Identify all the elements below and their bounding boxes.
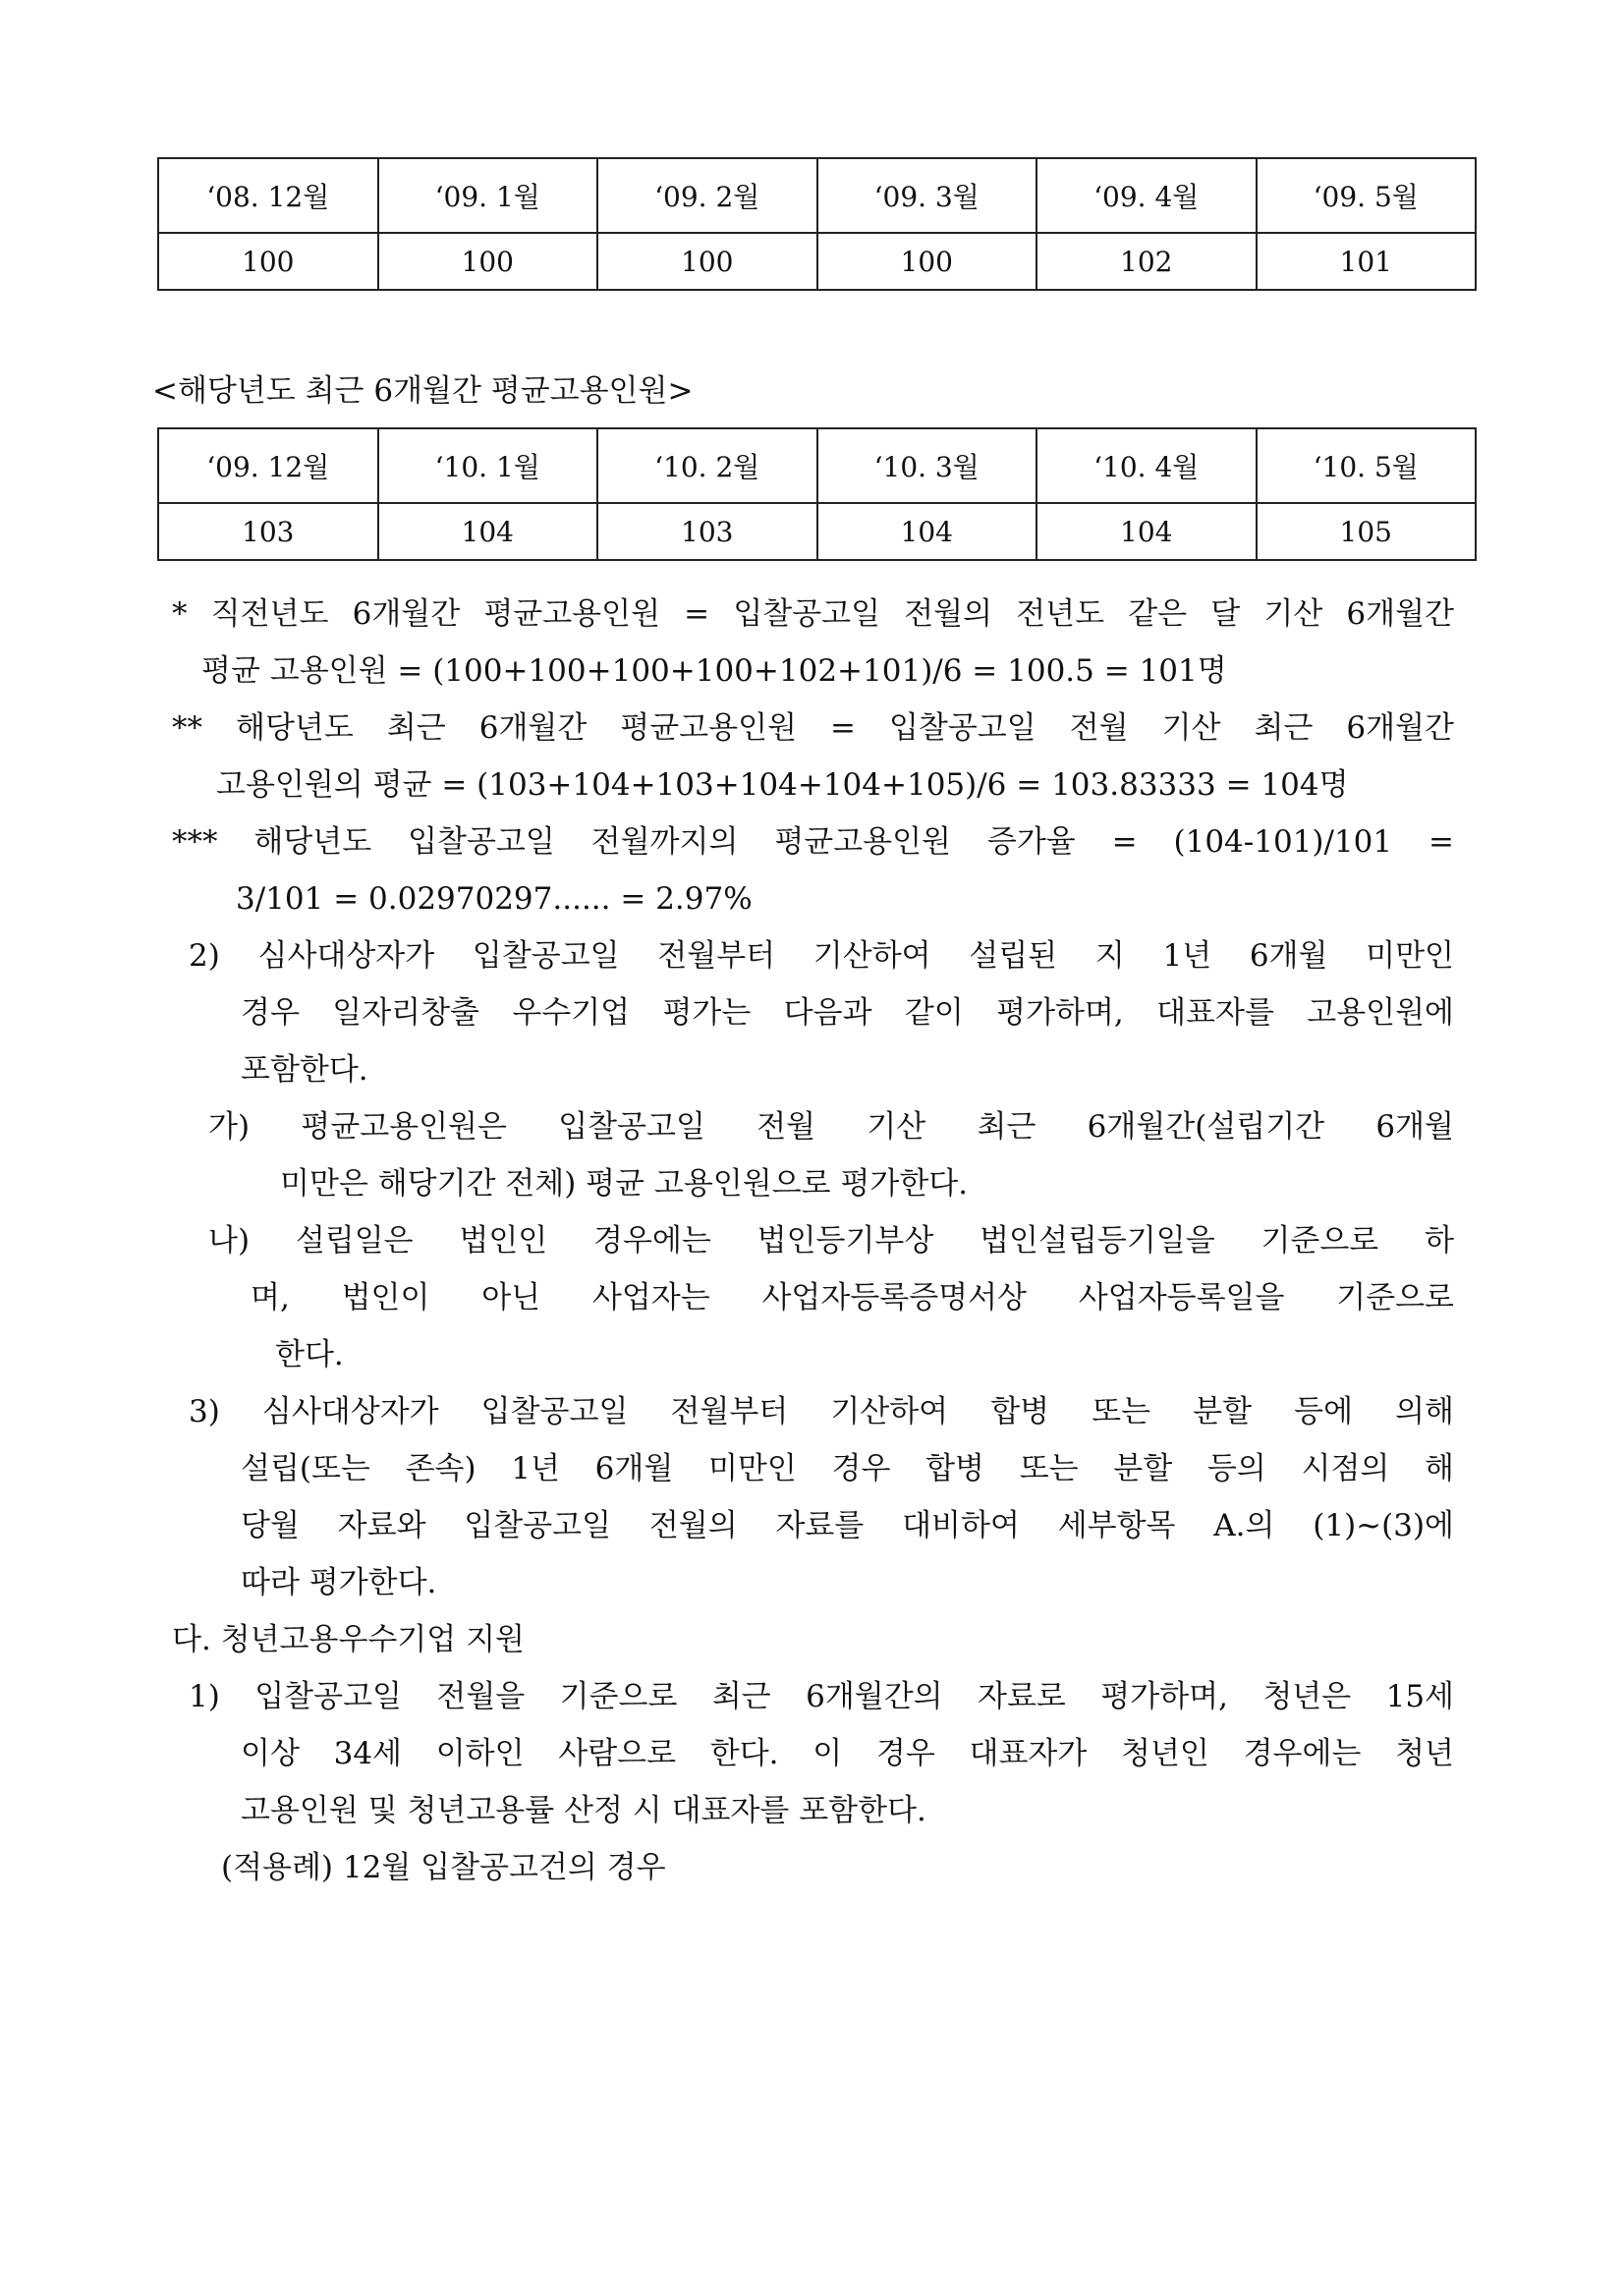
table-header-cell: ‘09. 5월 — [1257, 158, 1477, 233]
table-cell: 100 — [158, 233, 378, 290]
note-line: 고용인원의 평균 = (103+104+103+104+104+105)/6 = 103.83333 = 104명 — [216, 767, 1349, 803]
table-cell: 102 — [1036, 233, 1257, 290]
table-header-cell: ‘10. 4월 — [1036, 428, 1257, 503]
paragraph-line: 3) 심사대상자가 입찰공고일 전월부터 기산하여 합병 또는 분할 등에 의해 — [189, 1394, 1454, 1429]
paragraph-line: 이상 34세 이하인 사람으로 한다. 이 경우 대표자가 청년인 경우에는 청년 — [241, 1736, 1454, 1771]
paragraph-line: 경우 일자리창출 우수기업 평가는 다음과 같이 평가하며, 대표자를 고용인원에 — [241, 995, 1454, 1031]
paragraph-line: 며, 법인이 아닌 사업자는 사업자등록증명서상 사업자등록일을 기준으로 — [251, 1280, 1454, 1316]
paragraph-line: 나) 설립일은 법인인 경우에는 법인등기부상 법인설립등기일을 기준으로 하 — [208, 1223, 1454, 1259]
table-header-cell: ‘10. 3월 — [817, 428, 1037, 503]
paragraph-line: 따라 평가한다. — [241, 1565, 437, 1600]
paragraph-line: 2) 심사대상자가 입찰공고일 전월부터 기산하여 설립된 지 1년 6개월 미만인 — [189, 938, 1454, 974]
paragraph-line: 한다. — [275, 1337, 344, 1372]
table-cell: 103 — [597, 503, 817, 560]
note-line: 평균 고용인원 = (100+100+100+100+102+101)/6 = 100.5 = 101명 — [201, 653, 1227, 689]
note-line: ** 해당년도 최근 6개월간 평균고용인원 = 입찰공고일 전월 기산 최근 6개월간 — [172, 710, 1454, 746]
paragraph-line: 가) 평균고용인원은 입찰공고일 전월 기산 최근 6개월간(설립기간 6개월 — [208, 1109, 1454, 1145]
table-header-cell: ‘09. 2월 — [597, 158, 817, 233]
table-header-cell: ‘09. 12월 — [158, 428, 378, 503]
table-header-row — [158, 158, 1476, 233]
paragraph-line: 포함한다. — [241, 1052, 368, 1088]
paragraph-line: 설립(또는 존속) 1년 6개월 미만인 경우 합병 또는 분할 등의 시점의 해 — [241, 1451, 1454, 1486]
paragraph-line: 고용인원 및 청년고용률 산정 시 대표자를 포함한다. — [241, 1793, 926, 1828]
table-cell: 100 — [597, 233, 817, 290]
table-cell: 103 — [158, 503, 378, 560]
table-cell: 105 — [1257, 503, 1477, 560]
table-cell: 104 — [378, 503, 598, 560]
table-cell: 104 — [1036, 503, 1257, 560]
paragraph-line: 1) 입찰공고일 전월을 기준으로 최근 6개월간의 자료로 평가하며, 청년은 15세 — [189, 1679, 1454, 1714]
note-line: *** 해당년도 입찰공고일 전월까지의 평균고용인원 증가율 = (104-101)/101 = — [172, 824, 1454, 860]
table-header-cell: ‘10. 2월 — [597, 428, 817, 503]
prev-year-employment-table — [157, 157, 1477, 291]
section-heading: 다. 청년고용우수기업 지원 — [172, 1622, 525, 1657]
table-cell: 100 — [378, 233, 598, 290]
table-cell: 100 — [817, 233, 1037, 290]
paragraph-line: 당월 자료와 입찰공고일 전월의 자료를 대비하여 세부항목 A.의 (1)~(3)에 — [241, 1508, 1454, 1543]
example-label: (적용례) 12월 입찰공고건의 경우 — [221, 1850, 666, 1885]
table-row — [158, 233, 1476, 290]
paragraph-line: 미만은 해당기간 전체) 평균 고용인원으로 평가한다. — [280, 1166, 969, 1202]
table-header-cell: ‘09. 3월 — [817, 158, 1037, 233]
table-header-cell: ‘10. 1월 — [378, 428, 598, 503]
table-header-row — [158, 428, 1476, 503]
table-header-cell: ‘09. 1월 — [378, 158, 598, 233]
table-header-cell: ‘10. 5월 — [1257, 428, 1477, 503]
current-year-employment-table — [157, 427, 1477, 561]
table-cell: 104 — [817, 503, 1037, 560]
table-header-cell: ‘08. 12월 — [158, 158, 378, 233]
table-cell: 101 — [1257, 233, 1477, 290]
table-caption: <해당년도 최근 6개월간 평균고용인원> — [152, 373, 694, 409]
note-line: * 직전년도 6개월간 평균고용인원 = 입찰공고일 전월의 전년도 같은 달 기산 6개월간 — [172, 596, 1454, 632]
table-header-cell: ‘09. 4월 — [1036, 158, 1257, 233]
note-line: 3/101 = 0.02970297...... = 2.97% — [236, 881, 753, 917]
table-row — [158, 503, 1476, 560]
